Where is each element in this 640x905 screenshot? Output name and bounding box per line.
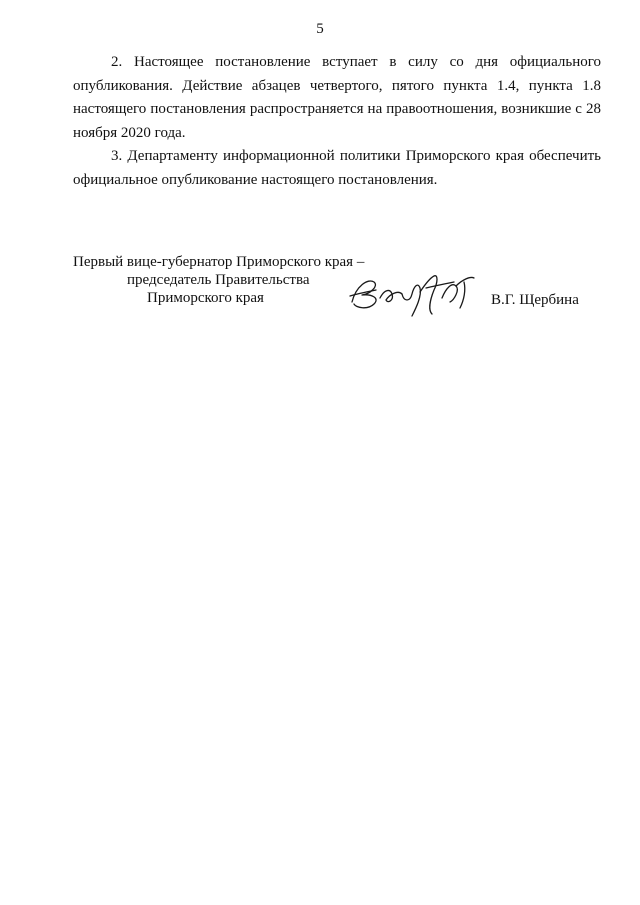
signer-name: В.Г. Щербина [491, 292, 579, 308]
paragraph-3: 3. Департаменту информационной политики Приморского края обеспечить официальное опубликование настоящего постановления. [73, 148, 601, 188]
handwritten-signature [346, 268, 482, 320]
page-number: 5 [316, 21, 324, 37]
position-line-3: Приморского края [147, 290, 264, 306]
position-line-1: Первый вице-губернатор Приморского края – [73, 254, 365, 270]
position-line-2: председатель Правительства [127, 272, 310, 288]
document-body [73, 51, 601, 192]
signatory-position [73, 253, 373, 307]
paragraph-2: 2. Настоящее постановление вступает в силу со дня официального опубликования. Действие абзацев четвертого, пятого пункта 1.4, пункта 1.8 настоящего постановления распространяется на правоотношения, возникшие с 28 ноября 2020 года. [73, 54, 601, 141]
